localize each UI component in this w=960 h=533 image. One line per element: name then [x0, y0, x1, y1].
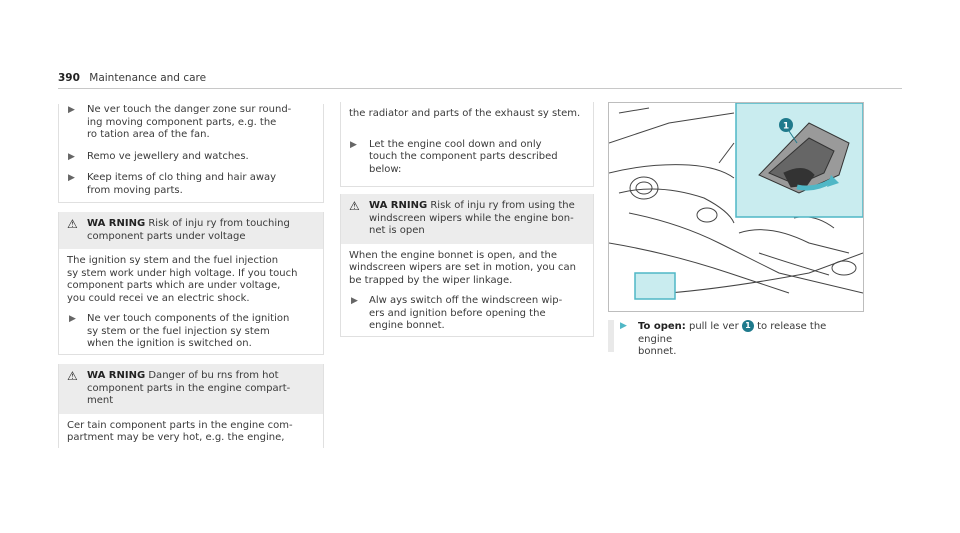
callout-1: 1 — [782, 121, 790, 132]
bonnet-release-illustration — [608, 102, 864, 312]
lever-number-badge: 1 — [742, 320, 754, 332]
arrow-icon: ▶ — [620, 321, 627, 331]
page-number: 390 — [58, 72, 80, 84]
list-item: ▶ Let the engine cool down and only touch the component parts described below: — [350, 138, 558, 175]
page-header — [58, 72, 206, 84]
bullet-box-1 — [58, 104, 324, 203]
warning-body: When the engine bonnet is open, and the windscreen wipers are set in motion, you can be trapped by the wiper linkage. ▶ Alw ays switch off the windscreen wip‐ ers and ignition before opening the engine bonnet. — [341, 244, 593, 339]
list-item: ▶ Remo ve jewellery and watches. — [68, 150, 249, 162]
list-item: ▶ Keep items of clo thing and hair away from moving parts. — [68, 172, 277, 196]
to-open-instruction: ▶ To open: pull le ver 1 to release the engine bonnet. — [608, 320, 862, 359]
warning-icon: ⚠ — [67, 217, 78, 231]
arrow-icon: ▶ — [68, 173, 75, 183]
warning-icon: ⚠ — [349, 199, 360, 213]
warning-header: ⚠ WA RNING Danger of bu rns from hot component parts in the engine compart‐ ment — [59, 364, 323, 414]
lever-location-highlight — [635, 273, 675, 299]
car-interior-drawing — [609, 103, 863, 311]
arrow-icon: ▶ — [350, 139, 357, 150]
warning-box-wipers — [340, 194, 594, 337]
list-item: ▶ Alw ays switch off the windscreen wip‐ ers and ignition before opening the engine bonnet. — [351, 295, 563, 331]
warning-header: ⚠ WA RNING Risk of inju ry from touching component parts under voltage — [59, 212, 323, 249]
continuation-box: the radiator and parts of the exhaust sy stem. ▶ Let the engine cool down and only touch the component parts described below: — [340, 102, 594, 187]
arrow-icon: ▶ — [69, 314, 76, 324]
arrow-icon: ▶ — [68, 151, 75, 162]
header-rule — [58, 88, 902, 89]
warning-body: The ignition sy stem and the fuel injection sy stem work under high voltage. If you touch component parts which are under voltage, you could recei ve an electric shock. ▶ Ne ver touch components of the ignition sy stem or the fuel injection sy stem when the ignition is switched on. — [59, 249, 323, 357]
list-item: ▶ Ne ver touch the danger zone sur round‐ ing moving component parts, e.g. the ro tation area of the fan. — [68, 104, 292, 140]
list-item: ▶ Ne ver touch components of the ignition sy stem or the fuel injection sy stem when the ignition is switched on. — [69, 313, 290, 349]
warning-box-burns — [58, 364, 324, 448]
warning-header: ⚠ WA RNING Risk of inju ry from using the windscreen wipers while the engine bon‐ net is open — [341, 194, 593, 244]
arrow-icon: ▶ — [68, 105, 75, 115]
warning-box-voltage — [58, 212, 324, 355]
warning-body: Cer tain component parts in the engine com‐ partment may be very hot, e.g. the engine, — [67, 419, 293, 443]
section-title: Maintenance and care — [89, 72, 207, 84]
arrow-icon: ▶ — [351, 296, 358, 306]
warning-icon: ⚠ — [67, 369, 78, 383]
